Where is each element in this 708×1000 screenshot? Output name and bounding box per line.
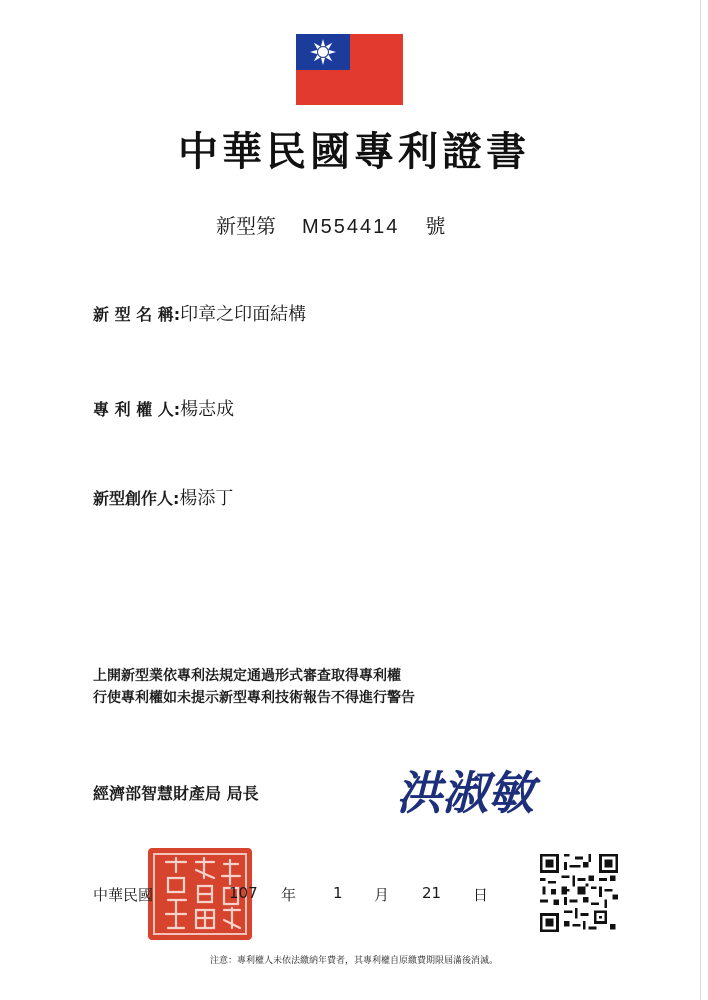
director-title: 經濟部智慧財產局 局長 bbox=[93, 784, 259, 803]
field-value: 楊志成 bbox=[180, 399, 235, 420]
date-month: 1 bbox=[333, 884, 343, 902]
field-label: 新型創作人: bbox=[93, 489, 180, 508]
field-label: 專 利 權 人: bbox=[93, 400, 181, 419]
director-signature bbox=[392, 763, 562, 823]
date-day: 21 bbox=[422, 884, 442, 902]
certificate-title: 中華民國專利證書 bbox=[178, 128, 530, 175]
date-era: 中華民國 bbox=[93, 886, 154, 904]
date-year-unit: 年 bbox=[281, 886, 297, 904]
notice-text bbox=[93, 665, 415, 709]
notice-line: 行使專利權如未提示新型專利技術報告不得進行警告 bbox=[93, 690, 415, 706]
patentee-field bbox=[93, 395, 234, 421]
cert-suffix: 號 bbox=[425, 214, 446, 238]
certificate-number-line bbox=[216, 210, 445, 239]
utility-model-name-field bbox=[93, 300, 306, 326]
field-value: 楊添丁 bbox=[179, 488, 234, 509]
field-label: 新 型 名 稱: bbox=[93, 305, 181, 324]
date-month-unit: 月 bbox=[374, 886, 390, 904]
creator-field bbox=[93, 484, 233, 510]
svg-text:洪淑敏: 洪淑敏 bbox=[396, 766, 534, 820]
field-value: 印章之印面結構 bbox=[180, 304, 307, 325]
cert-number: M554414 bbox=[302, 216, 400, 238]
roc-flag-icon bbox=[296, 34, 403, 105]
notice-line: 上開新型業依專利法規定通過形式審查取得專利權 bbox=[93, 668, 401, 684]
qr-code-icon bbox=[540, 854, 618, 932]
date-year: 107 bbox=[229, 884, 258, 902]
cert-prefix: 新型第 bbox=[216, 214, 276, 238]
date-day-unit: 日 bbox=[473, 886, 489, 904]
footnote: 注意：專利權人未依法繳納年費者，其專利權自原繳費期限屆滿後消滅。 bbox=[209, 956, 498, 966]
